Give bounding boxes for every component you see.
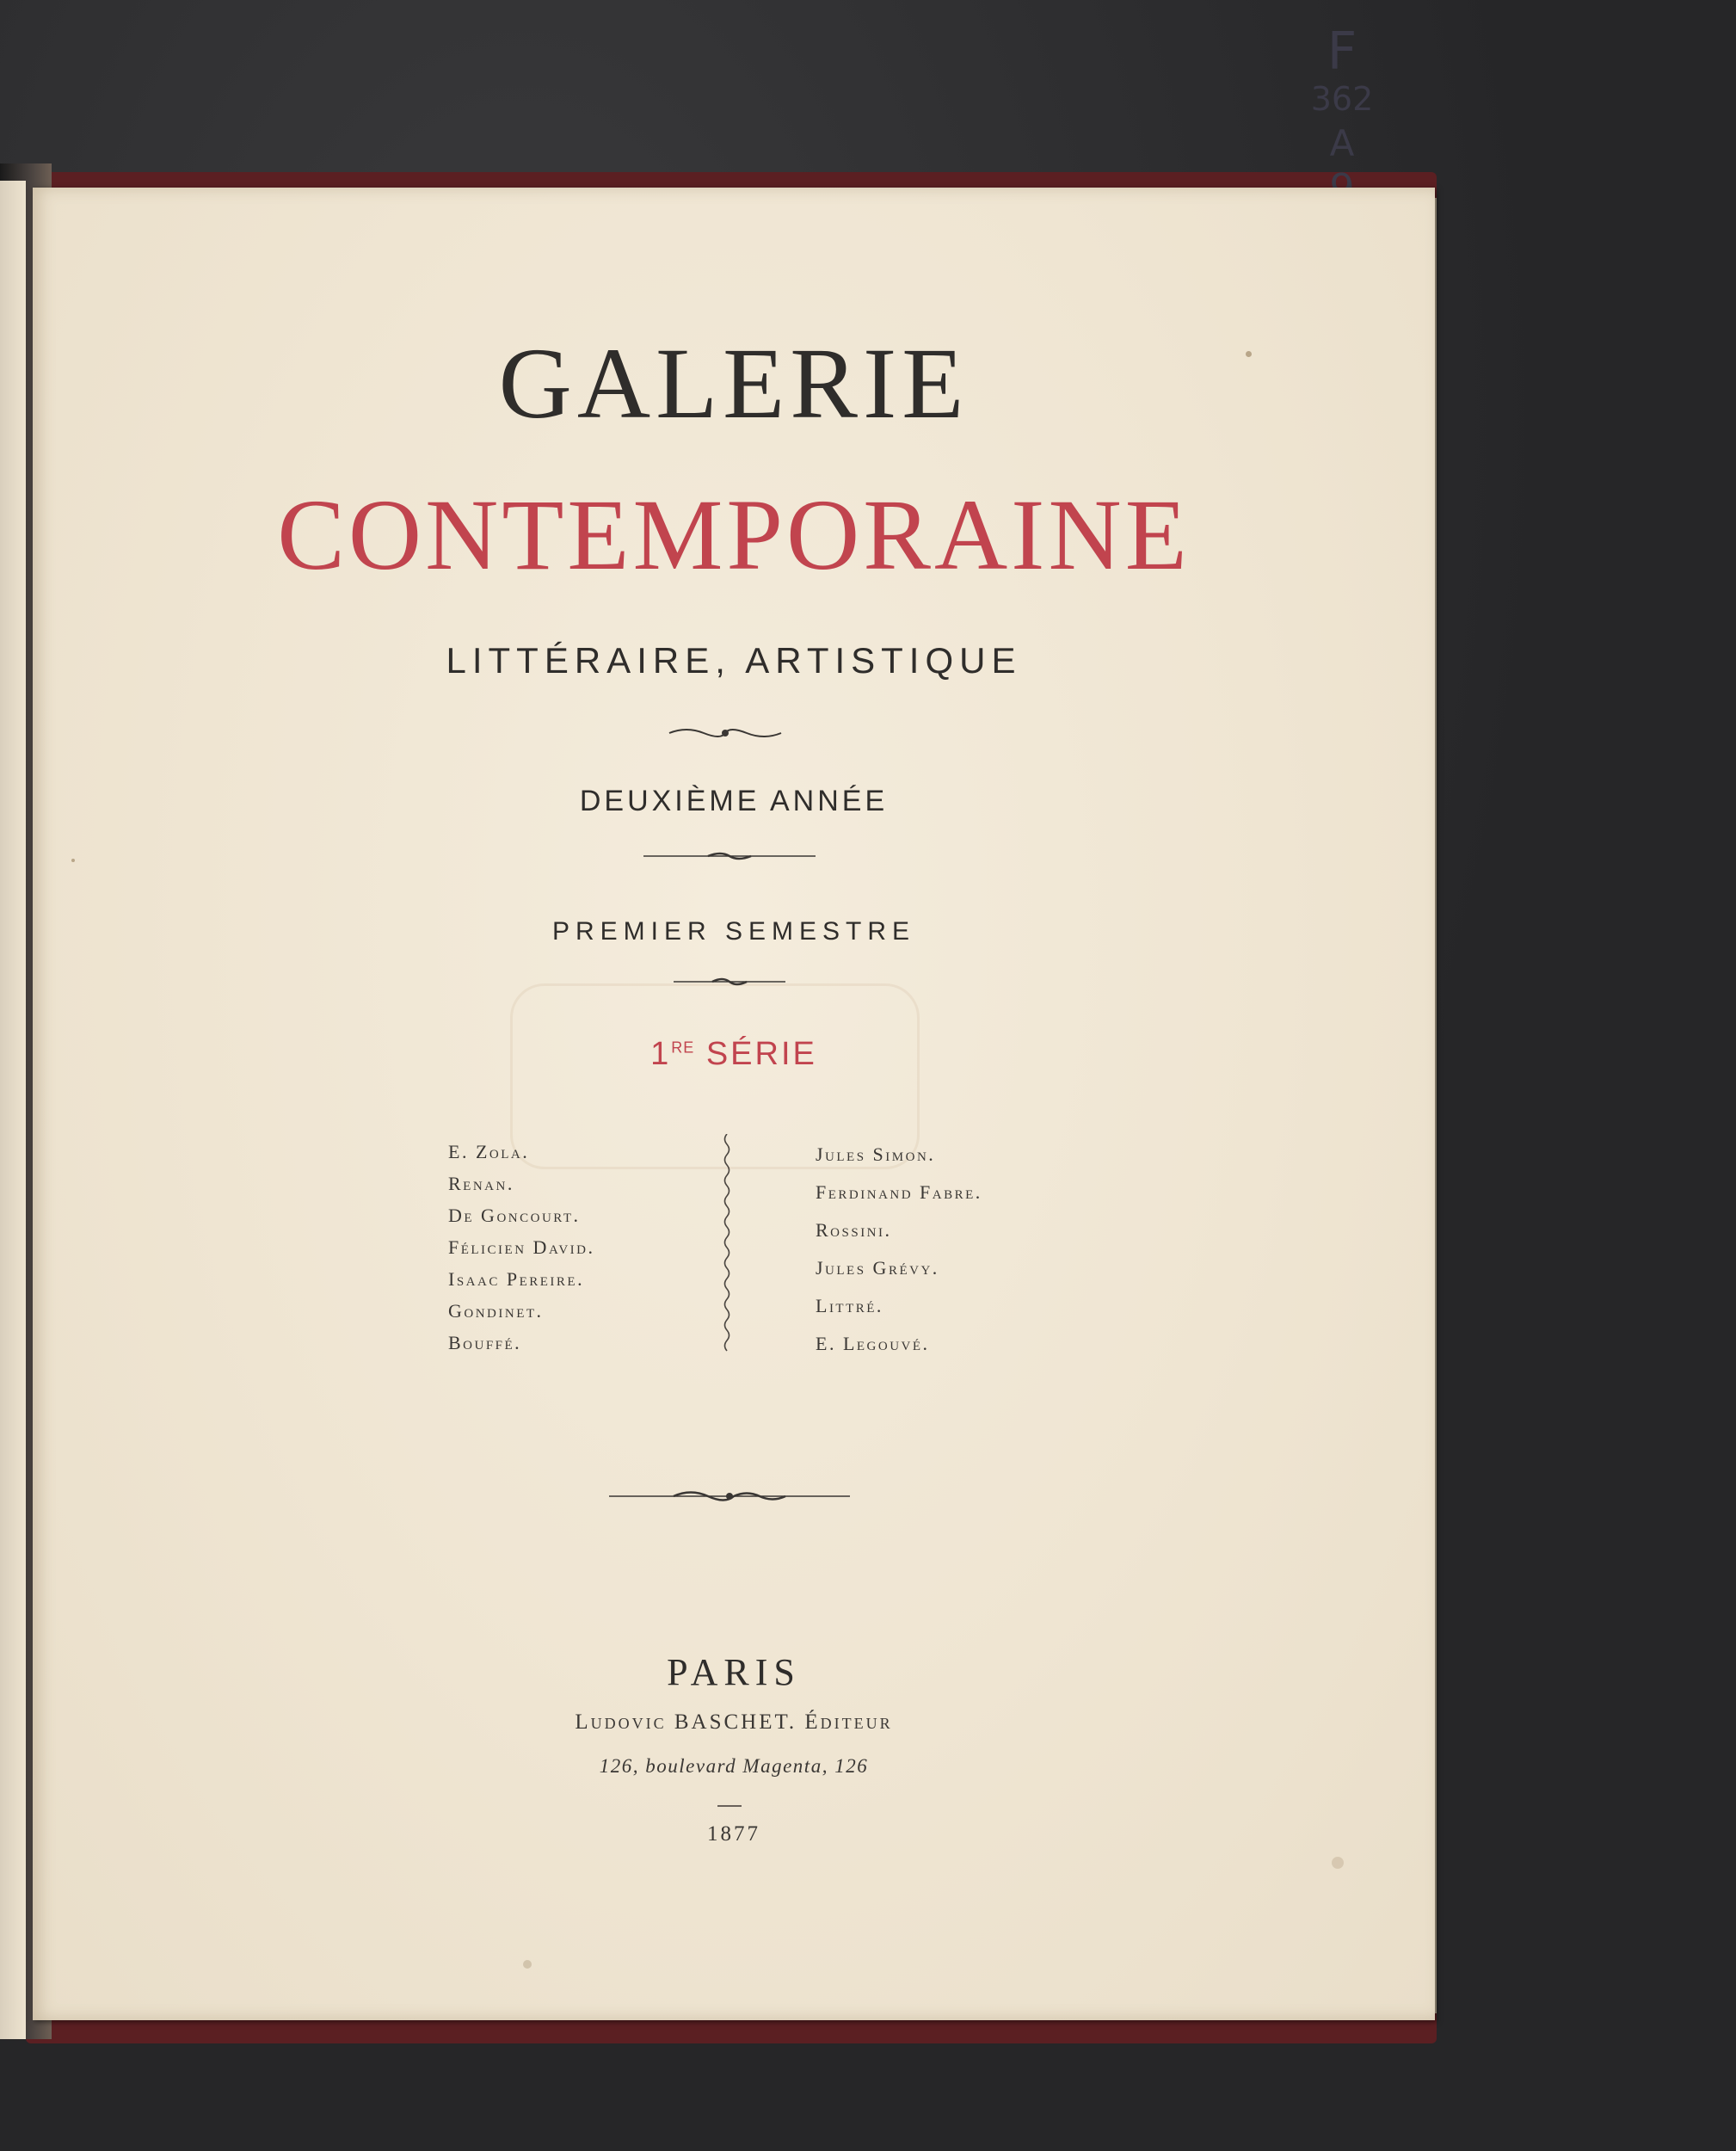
imprint-publisher — [33, 1710, 1435, 1735]
list-item: De Goncourt. — [448, 1205, 581, 1226]
publisher-first-name: Ludovic — [575, 1710, 667, 1734]
imprint-city: PARIS — [667, 1651, 801, 1693]
title-line-1: GALERIE — [498, 327, 970, 440]
list-item: Ferdinand Fabre. — [816, 1181, 982, 1203]
list-item: Félicien David. — [448, 1236, 595, 1258]
publisher-last-name: BASCHET. — [674, 1710, 797, 1734]
ornament-rule-1 — [643, 850, 816, 862]
left-page-edge — [0, 181, 26, 2039]
series-label — [33, 1036, 1435, 1073]
list-item: Littré. — [816, 1295, 883, 1316]
paper-speck — [1332, 1857, 1344, 1869]
series-suffix: RE — [671, 1039, 695, 1057]
short-dash-divider — [717, 1805, 742, 1807]
publisher-role: Éditeur — [804, 1710, 893, 1734]
series-word: SÉRIE — [705, 1036, 817, 1072]
ornament-flourish-1 — [665, 724, 785, 742]
paper-speck — [1246, 351, 1252, 357]
names-column-left — [448, 1136, 595, 1359]
series-number: 1 — [650, 1036, 672, 1072]
names-column-right — [816, 1136, 982, 1363]
list-item: E. Legouvé. — [816, 1333, 930, 1354]
list-item: Rossini. — [816, 1219, 892, 1241]
list-item: Isaac Pereire. — [448, 1268, 585, 1290]
imprint-year: 1877 — [707, 1822, 760, 1846]
semester-label: PREMIER SEMESTRE — [551, 917, 916, 946]
shelfmark-line: 362 — [1310, 80, 1374, 118]
imprint-address: 126, boulevard Magenta, 126 — [599, 1755, 869, 1777]
shelfmark-line: F — [1327, 22, 1357, 82]
list-item: E. Zola. — [448, 1141, 530, 1162]
column-divider-ornament — [721, 1134, 733, 1353]
list-item: Jules Simon. — [816, 1143, 936, 1165]
title-page — [33, 188, 1435, 2020]
ornament-rule-2 — [674, 977, 785, 987]
list-item: Renan. — [448, 1173, 514, 1194]
title-line-2: CONTEMPORAINE — [277, 478, 1191, 591]
paper-speck — [71, 859, 75, 862]
edition-year-label: DEUXIÈME ANNÉE — [579, 785, 889, 817]
list-item: Jules Grévy. — [816, 1257, 939, 1279]
paper-speck — [523, 1960, 532, 1969]
subtitle: LITTÉRAIRE, ARTISTIQUE — [446, 640, 1022, 681]
list-item: Bouffé. — [448, 1332, 522, 1353]
list-item: Gondinet. — [448, 1300, 544, 1322]
shelfmark-line: A — [1329, 122, 1355, 164]
ornament-rule-3 — [609, 1487, 850, 1506]
